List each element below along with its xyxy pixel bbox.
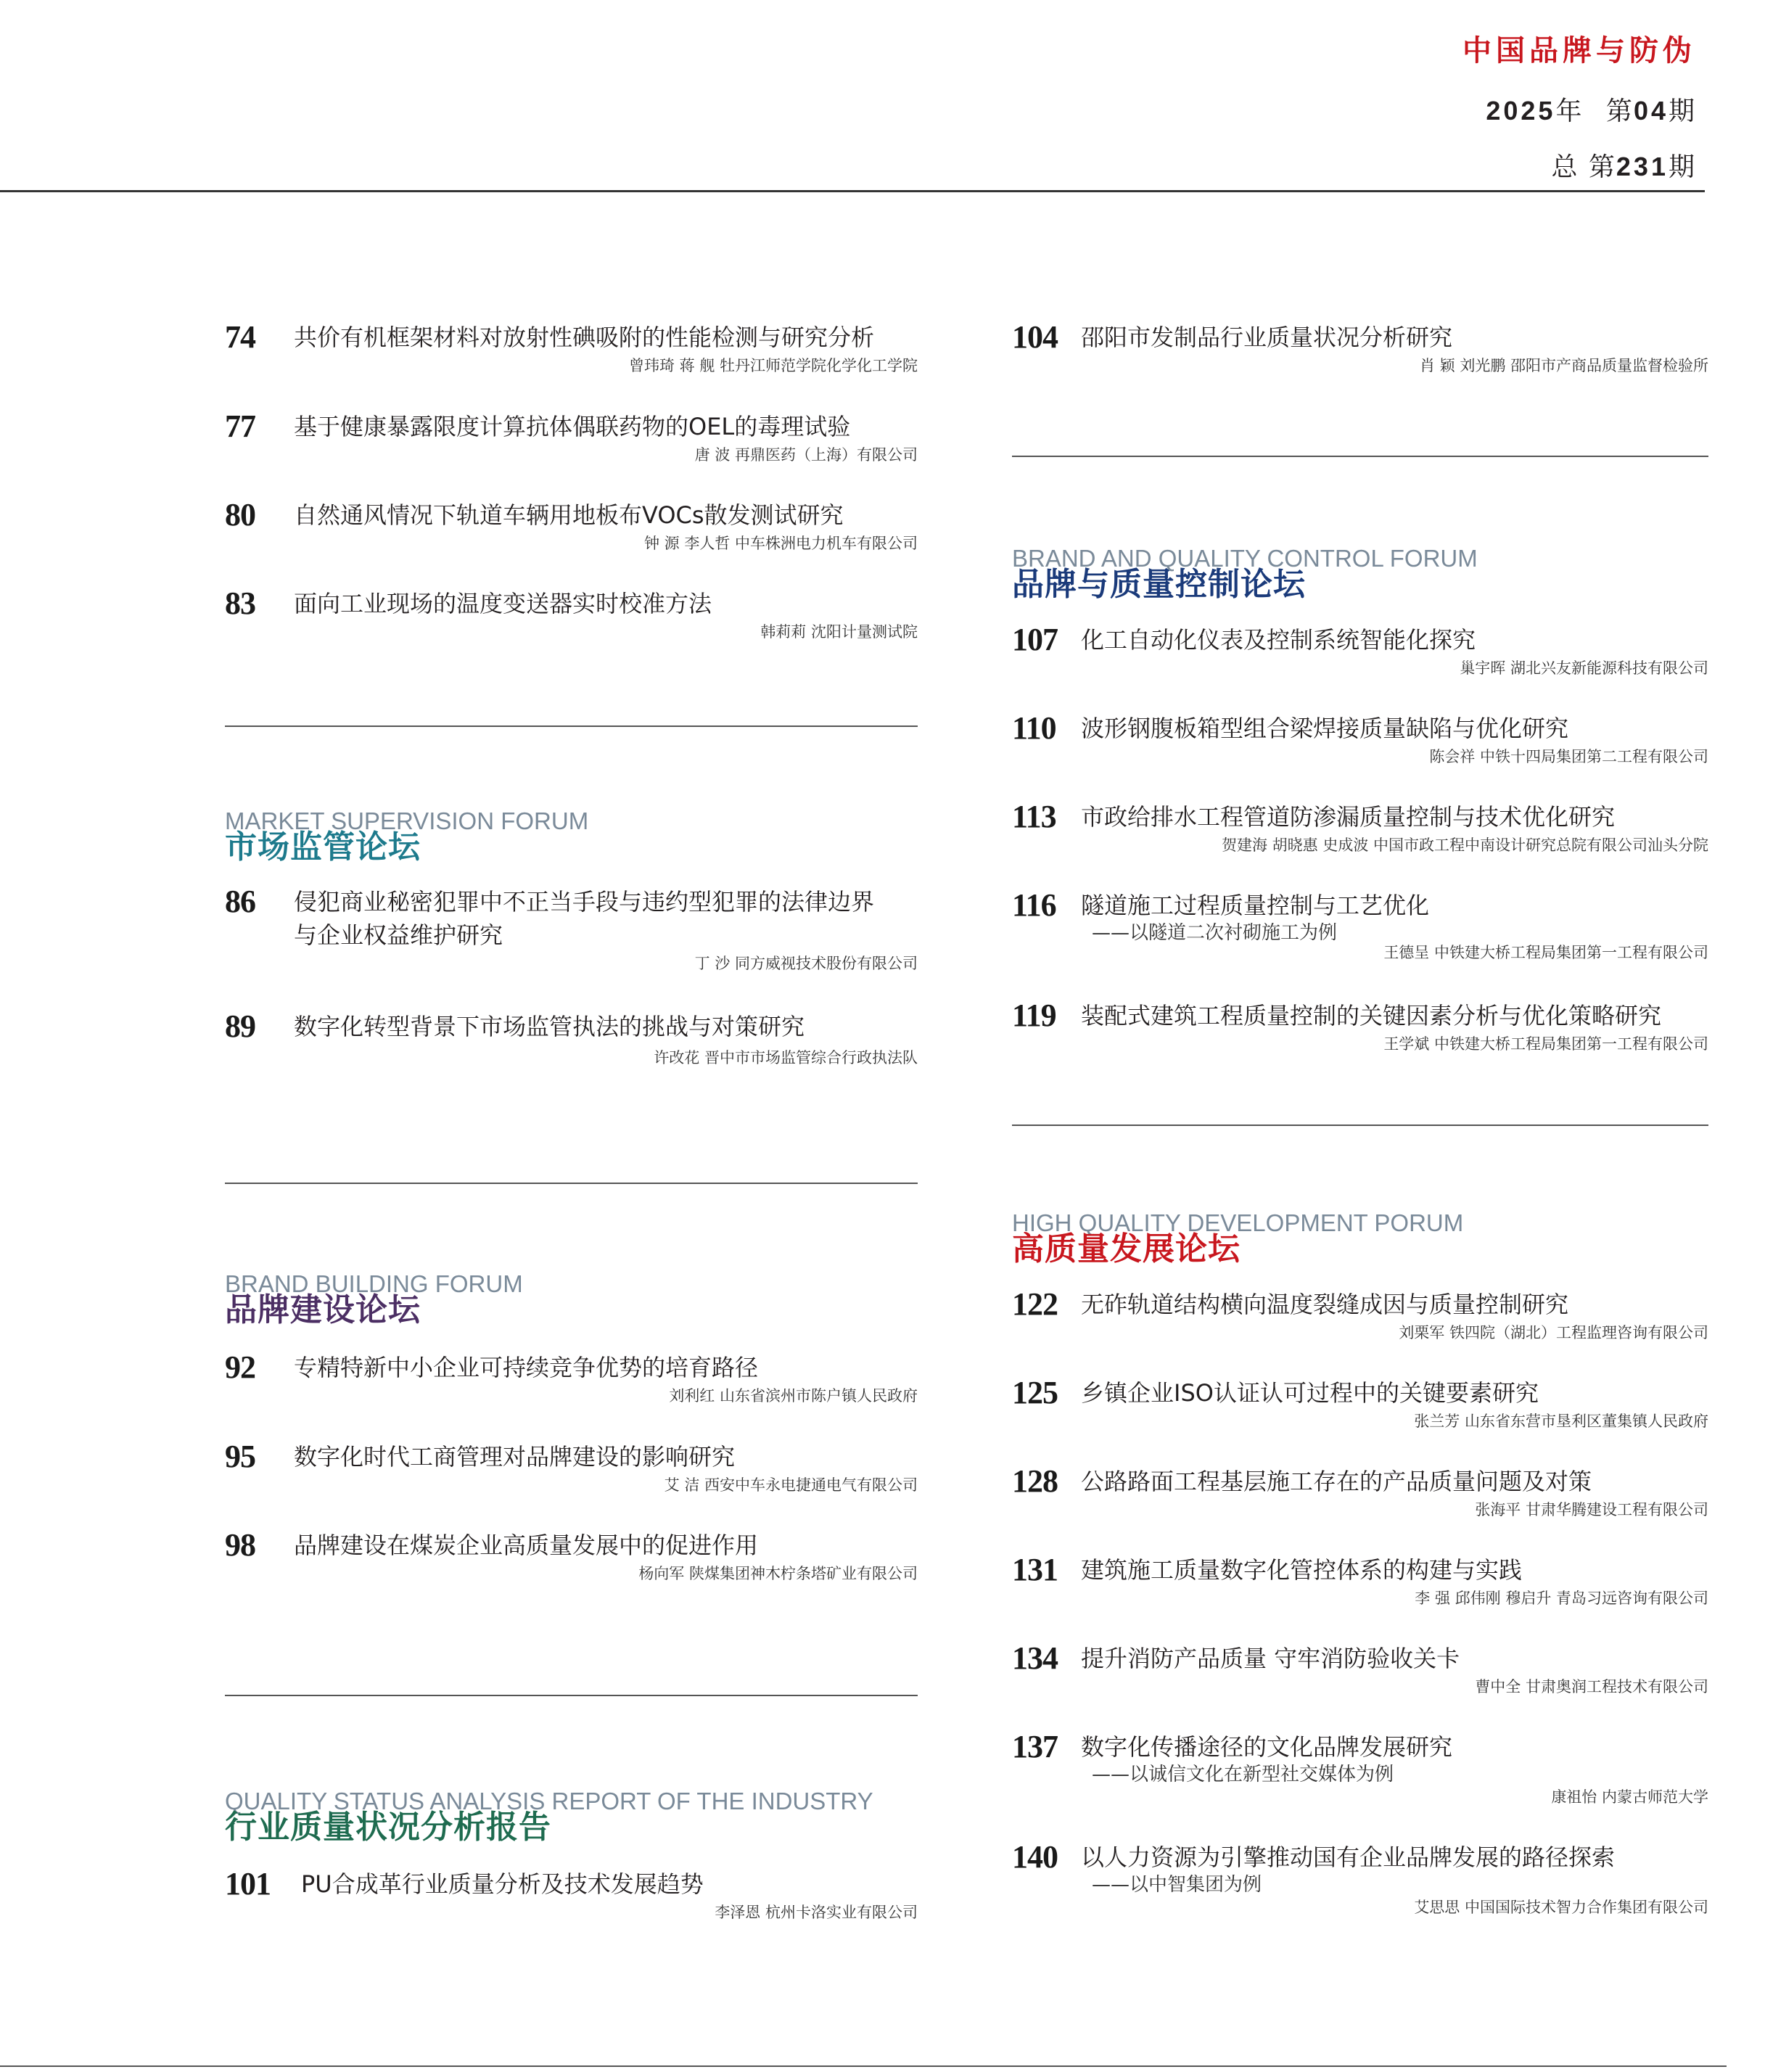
page-number: 119 (1012, 998, 1056, 1033)
page-number: 98 (225, 1527, 255, 1563)
article-authors: 王学斌 中铁建大桥工程局集团第一工程有限公司 (1383, 1035, 1708, 1053)
article-title: 共价有机框架材料对放射性碘吸附的性能检测与研究分析 (294, 324, 875, 351)
article-authors: 钟 源 李人哲 中车株洲电力机车有限公司 (643, 535, 918, 552)
article-authors: 陈会祥 中铁十四局集团第二工程有限公司 (1429, 748, 1708, 765)
article-subtitle: ——以隧道二次衬砌施工为例 (1092, 922, 1338, 944)
article-title: 提升消防产品质量 守牢消防验收关卡 (1081, 1645, 1460, 1672)
section-divider (225, 1695, 918, 1696)
article-title: 乡镇企业ISO认证认可过程中的关键要素研究 (1081, 1379, 1539, 1407)
article-title: 无砟轨道结构横向温度裂缝成因与质量控制研究 (1081, 1291, 1569, 1318)
article-title: 市政给排水工程管道防渗漏质量控制与技术优化研究 (1081, 803, 1616, 831)
magazine-title: 中国品牌与防伪 (1462, 34, 1696, 67)
page-number: 86 (225, 884, 255, 919)
article-authors: 艾 洁 西安中车永电捷通电气有限公司 (664, 1476, 918, 1494)
section-high-quality (1012, 1210, 1708, 1267)
article-title: 数字化时代工商管理对品牌建设的影响研究 (294, 1443, 736, 1471)
article-authors: 张兰芳 山东省东营市垦利区董集镇人民政府 (1414, 1413, 1708, 1430)
section-title-cn: 品牌与质量控制论坛 (1012, 566, 1306, 603)
article-authors: 韩莉莉 沈阳计量测试院 (760, 623, 918, 641)
page-number: 137 (1012, 1729, 1058, 1764)
article-title: 数字化传播途径的文化品牌发展研究 (1081, 1733, 1453, 1761)
article-title: 品牌建设在煤炭企业高质量发展中的促进作用 (294, 1532, 759, 1559)
masthead (1462, 28, 1696, 184)
section-market-supervision (225, 808, 918, 865)
article-authors: 肖 颖 刘光鹏 邵阳市产商品质量监督检验所 (1419, 357, 1708, 374)
article-authors: 李 强 邱伟刚 穆启升 青岛习远咨询有限公司 (1415, 1590, 1708, 1607)
page-number: 140 (1012, 1839, 1058, 1875)
article-authors: 曹中全 甘肃奥润工程技术有限公司 (1475, 1678, 1708, 1695)
article-authors: 贺建海 胡晓惠 史成波 中国市政工程中南设计研究总院有限公司汕头分院 (1221, 836, 1708, 854)
page-number: 77 (225, 408, 255, 444)
article-title: PU合成革行业质量分析及技术发展趋势 (301, 1870, 704, 1898)
section-divider (225, 1183, 918, 1184)
section-title-en: BRAND BUILDING FORUM (225, 1270, 523, 1297)
header-divider (0, 190, 1705, 192)
article-authors: 张海平 甘肃华腾建设工程有限公司 (1475, 1501, 1708, 1518)
issue-suffix: 期 (1668, 96, 1696, 126)
section-title-cn: 品牌建设论坛 (225, 1291, 421, 1328)
section-quality-control (1012, 546, 1708, 602)
article-title: 隧道施工过程质量控制与工艺优化 (1081, 892, 1430, 919)
section-title-cn: 市场监管论坛 (225, 829, 421, 866)
article-title: 建筑施工质量数字化管控体系的构建与实践 (1081, 1556, 1523, 1584)
page-number: 128 (1012, 1463, 1058, 1499)
footer-divider (0, 2065, 1727, 2067)
article-subtitle: ——以中智集团为例 (1092, 1874, 1262, 1896)
page-number: 134 (1012, 1640, 1058, 1676)
page-number: 101 (225, 1866, 271, 1902)
page-number: 110 (1012, 710, 1056, 746)
article-title: 邵阳市发制品行业质量状况分析研究 (1081, 324, 1453, 351)
article-authors: 许改花 晋中市市场监管综合行政执法队 (654, 1049, 918, 1066)
article-authors: 艾思思 中国国际技术智力合作集团有限公司 (1414, 1899, 1708, 1916)
section-industry-report (225, 1788, 918, 1845)
article-title: 面向工业现场的温度变送器实时校准方法 (294, 590, 712, 617)
page-number: 92 (225, 1349, 255, 1385)
article-authors: 曾玮琦 蒋 舰 牡丹江师范学院化学化工学院 (628, 357, 918, 374)
section-divider (1012, 456, 1708, 457)
article-title: 数字化转型背景下市场监管执法的挑战与对策研究 (294, 1013, 805, 1040)
article-authors: 唐 波 再鼎医药（上海）有限公司 (694, 446, 918, 464)
total-issue-line (1462, 147, 1696, 184)
section-brand-building (225, 1271, 918, 1328)
article-title-line1: 侵犯商业秘密犯罪中不正当手段与违约型犯罪的法律边界 (294, 888, 875, 916)
total-number: 231 (1616, 152, 1669, 181)
page-number: 95 (225, 1439, 255, 1474)
page-number: 116 (1012, 887, 1056, 923)
article-authors: 杨向军 陕煤集团神木柠条塔矿业有限公司 (638, 1565, 918, 1582)
section-divider (225, 725, 918, 727)
issue-prefix: 第 (1605, 96, 1634, 126)
article-title: 公路路面工程基层施工存在的产品质量问题及对策 (1081, 1468, 1592, 1495)
page-number: 74 (225, 319, 255, 355)
page-number: 131 (1012, 1552, 1058, 1587)
page-number: 83 (225, 585, 255, 621)
article-title: 波形钢腹板箱型组合梁焊接质量缺陷与优化研究 (1081, 715, 1569, 742)
page-number: 80 (225, 497, 255, 533)
article-authors: 刘利红 山东省滨州市陈户镇人民政府 (669, 1387, 918, 1405)
page-number: 125 (1012, 1375, 1058, 1410)
section-divider (1012, 1125, 1708, 1126)
article-title: 以人力资源为引擎推动国有企业品牌发展的路径探索 (1081, 1843, 1616, 1871)
page-number: 122 (1012, 1286, 1058, 1322)
page-number: 107 (1012, 622, 1058, 657)
article-authors: 康祖怡 内蒙古师范大学 (1551, 1788, 1708, 1806)
issue-number: 04 (1633, 96, 1669, 126)
issue-year: 2025 (1486, 96, 1556, 126)
article-authors: 王德呈 中铁建大桥工程局集团第一工程有限公司 (1383, 944, 1708, 961)
article-title: 专精特新中小企业可持续竞争优势的培育路径 (294, 1354, 759, 1381)
article-title: 基于健康暴露限度计算抗体偶联药物的OEL的毒理试验 (294, 413, 851, 440)
issue-line (1462, 91, 1696, 128)
total-prefix: 总 第 (1551, 152, 1616, 182)
section-title-en: HIGH QUALITY DEVELOPMENT PORUM (1012, 1209, 1464, 1236)
section-title-en: MARKET SUPERVISION FORUM (225, 807, 589, 834)
article-authors: 巢宇晖 湖北兴友新能源科技有限公司 (1460, 659, 1708, 677)
page-number: 113 (1012, 799, 1056, 834)
article-title: 装配式建筑工程质量控制的关键因素分析与优化策略研究 (1081, 1002, 1662, 1029)
section-title-en: QUALITY STATUS ANALYSIS REPORT OF THE INDUSTRY (225, 1788, 873, 1814)
article-title: 化工自动化仪表及控制系统智能化探究 (1081, 626, 1476, 654)
article-title (294, 885, 918, 952)
section-title-cn: 高质量发展论坛 (1012, 1230, 1241, 1267)
section-title-cn: 行业质量状况分析报告 (225, 1809, 551, 1846)
article-title-line2: 与企业权益维护研究 (294, 921, 503, 949)
article-authors: 丁 沙 同方威视技术股份有限公司 (694, 955, 918, 972)
section-title-en: BRAND AND QUALITY CONTROL FORUM (1012, 545, 1478, 572)
article-authors: 刘栗军 铁四院（湖北）工程监理咨询有限公司 (1399, 1324, 1708, 1341)
issue-year-suffix: 年 (1555, 96, 1584, 126)
article-subtitle: ——以诚信文化在新型社交媒体为例 (1092, 1764, 1394, 1785)
article-title: 自然通风情况下轨道车辆用地板布VOCs散发测试研究 (294, 501, 844, 529)
article-authors: 李泽恩 杭州卡洛实业有限公司 (715, 1904, 918, 1921)
page-number: 104 (1012, 319, 1058, 355)
total-suffix: 期 (1668, 152, 1696, 182)
page-number: 89 (225, 1008, 255, 1044)
